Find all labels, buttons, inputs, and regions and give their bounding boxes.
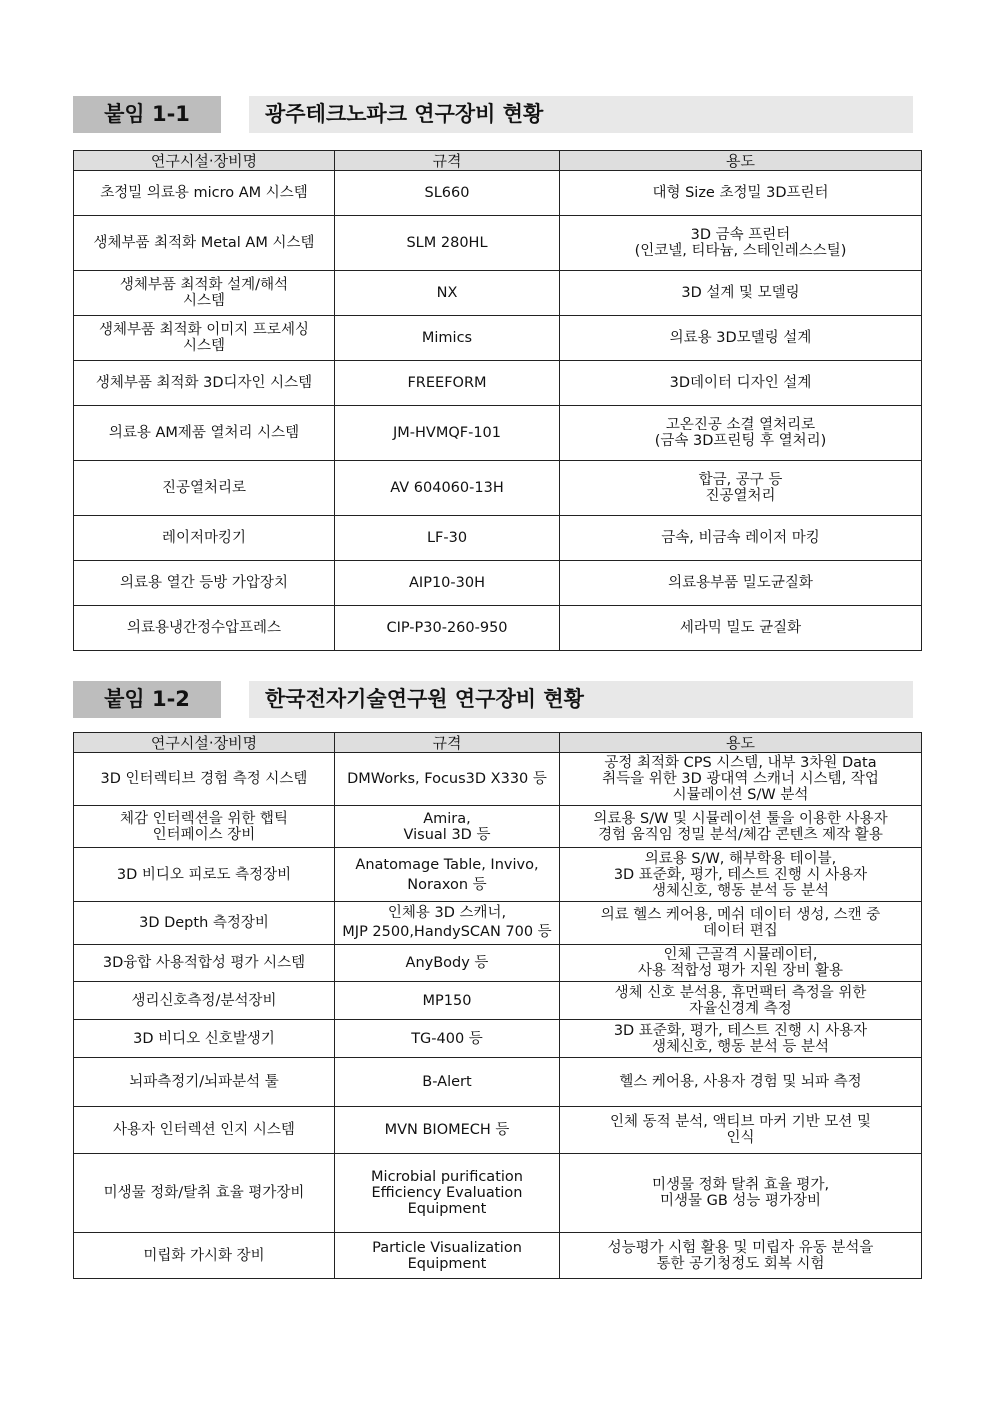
cell-use: 3D데이터 디자인 설계: [560, 361, 922, 406]
cell-spec: TG-400 등: [335, 1020, 560, 1058]
cell-spec: Microbial purification Efficiency Evaluation Equipment: [335, 1154, 560, 1233]
cell-spec: CIP-P30-260-950: [335, 606, 560, 651]
cell-spec: 인체용 3D 스캐너, MJP 2500,HandySCAN 700 등: [335, 902, 560, 945]
table-row: [74, 216, 922, 271]
header-use: 용도: [560, 733, 922, 753]
cell-use: 생체 신호 분석용, 휴먼팩터 측정을 위한 자율신경계 측정: [560, 982, 922, 1020]
table-row: [74, 982, 922, 1020]
table-header-row: [74, 151, 922, 171]
cell-name: 생체부품 최적화 3D디자인 시스템: [74, 361, 335, 406]
cell-use: 공정 최적화 CPS 시스템, 내부 3차원 Data 취득을 위한 3D 광대역 스캐너 시스템, 작업 시뮬레이션 S/W 분석: [560, 753, 922, 806]
cell-use: 의료용부품 밀도균질화: [560, 561, 922, 606]
table-row: [74, 1107, 922, 1154]
header-spec: 규격: [335, 733, 560, 753]
cell-spec: AnyBody 등: [335, 945, 560, 982]
section2-label: 붙임 1-2: [73, 681, 221, 718]
cell-spec: AIP10-30H: [335, 561, 560, 606]
table-row: [74, 516, 922, 561]
cell-use: 인체 동적 분석, 액티브 마커 기반 모션 및 인식: [560, 1107, 922, 1154]
cell-name: 3D 비디오 피로도 측정장비: [74, 848, 335, 902]
table-row: [74, 316, 922, 361]
cell-name: 미립화 가시화 장비: [74, 1233, 335, 1279]
cell-use: 헬스 케어용, 사용자 경험 및 뇌파 측정: [560, 1058, 922, 1107]
table-row: [74, 406, 922, 461]
section2-title: 한국전자기술연구원 연구장비 현황: [249, 681, 913, 718]
cell-spec: AV 604060-13H: [335, 461, 560, 516]
table-row: [74, 1233, 922, 1279]
table-row: [74, 361, 922, 406]
cell-use: 의료 헬스 케어용, 메쉬 데이터 생성, 스캔 중 데이터 편집: [560, 902, 922, 945]
table-row: [74, 1154, 922, 1233]
cell-use: 3D 설계 및 모델링: [560, 271, 922, 316]
cell-name: 3D Depth 측정장비: [74, 902, 335, 945]
cell-spec: LF-30: [335, 516, 560, 561]
cell-use: 인체 근골격 시뮬레이터, 사용 적합성 평가 지원 장비 활용: [560, 945, 922, 982]
cell-name: 생체부품 최적화 이미지 프로세싱 시스템: [74, 316, 335, 361]
header-name: 연구시설·장비명: [74, 733, 335, 753]
cell-use: 3D 금속 프린터 (인코넬, 티타늄, 스테인레스스틸): [560, 216, 922, 271]
cell-name: 3D 인터렉티브 경험 측정 시스템: [74, 753, 335, 806]
cell-name: 생리신호측정/분석장비: [74, 982, 335, 1020]
cell-spec: NX: [335, 271, 560, 316]
table-row: [74, 753, 922, 806]
cell-name: 사용자 인터렉션 인지 시스템: [74, 1107, 335, 1154]
section2-header: [73, 681, 913, 718]
section1-label: 붙임 1-1: [73, 96, 221, 133]
cell-spec: Particle Visualization Equipment: [335, 1233, 560, 1279]
cell-use: 의료용 S/W 및 시뮬레이션 툴을 이용한 사용자 경험 움직임 정밀 분석/체감 콘텐츠 제작 활용: [560, 806, 922, 848]
cell-name: 의료용 열간 등방 가압장치: [74, 561, 335, 606]
cell-spec: B-Alert: [335, 1058, 560, 1107]
cell-use: 고온진공 소결 열처리로 (금속 3D프린팅 후 열처리): [560, 406, 922, 461]
cell-use: 미생물 정화 탈취 효율 평가, 미생물 GB 성능 평가장비: [560, 1154, 922, 1233]
table-row: [74, 1020, 922, 1058]
cell-spec: Amira, Visual 3D 등: [335, 806, 560, 848]
header-use: 용도: [560, 151, 922, 171]
table-row: [74, 902, 922, 945]
cell-use: 금속, 비금속 레이저 마킹: [560, 516, 922, 561]
cell-use: 의료용 S/W, 해부학용 테이블, 3D 표준화, 평가, 테스트 진행 시 사용자 생체신호, 행동 분석 등 분석: [560, 848, 922, 902]
cell-name: 3D 비디오 신호발생기: [74, 1020, 335, 1058]
header-spec: 규격: [335, 151, 560, 171]
header-name: 연구시설·장비명: [74, 151, 335, 171]
table-header-row: [74, 733, 922, 753]
table-row: [74, 271, 922, 316]
table-row: [74, 461, 922, 516]
cell-use: 의료용 3D모델링 설계: [560, 316, 922, 361]
table-row: [74, 1058, 922, 1107]
cell-use: 성능평가 시험 활용 및 미립자 유동 분석을 통한 공기청정도 회복 시험: [560, 1233, 922, 1279]
cell-name: 생체부품 최적화 설계/해석 시스템: [74, 271, 335, 316]
section2-table: [73, 732, 922, 1279]
section1-title: 광주테크노파크 연구장비 현황: [249, 96, 913, 133]
cell-name: 미생물 정화/탈취 효율 평가장비: [74, 1154, 335, 1233]
cell-spec: SLM 280HL: [335, 216, 560, 271]
cell-name: 뇌파측정기/뇌파분석 툴: [74, 1058, 335, 1107]
cell-name: 체감 인터렉션을 위한 햅틱 인터페이스 장비: [74, 806, 335, 848]
table-row: [74, 561, 922, 606]
cell-name: 의료용냉간정수압프레스: [74, 606, 335, 651]
table-row: [74, 945, 922, 982]
cell-use: 세라믹 밀도 균질화: [560, 606, 922, 651]
cell-name: 생체부품 최적화 Metal AM 시스템: [74, 216, 335, 271]
cell-name: 진공열처리로: [74, 461, 335, 516]
cell-use: 3D 표준화, 평가, 테스트 진행 시 사용자 생체신호, 행동 분석 등 분석: [560, 1020, 922, 1058]
table-row: [74, 806, 922, 848]
cell-name: 레이저마킹기: [74, 516, 335, 561]
table-row: [74, 848, 922, 902]
cell-use: 대형 Size 초정밀 3D프린터: [560, 171, 922, 216]
cell-spec: Anatomage Table, Invivo, Noraxon 등: [335, 848, 560, 902]
cell-spec: MVN BIOMECH 등: [335, 1107, 560, 1154]
cell-name: 3D융합 사용적합성 평가 시스템: [74, 945, 335, 982]
section1-table: [73, 150, 922, 651]
cell-spec: JM-HVMQF-101: [335, 406, 560, 461]
cell-spec: DMWorks, Focus3D X330 등: [335, 753, 560, 806]
table-row: [74, 171, 922, 216]
section1-header: [73, 96, 913, 133]
cell-spec: Mimics: [335, 316, 560, 361]
cell-name: 초정밀 의료용 micro AM 시스템: [74, 171, 335, 216]
cell-spec: MP150: [335, 982, 560, 1020]
table-row: [74, 606, 922, 651]
cell-spec: FREEFORM: [335, 361, 560, 406]
cell-use: 합금, 공구 등 진공열처리: [560, 461, 922, 516]
cell-spec: SL660: [335, 171, 560, 216]
cell-name: 의료용 AM제품 열처리 시스템: [74, 406, 335, 461]
